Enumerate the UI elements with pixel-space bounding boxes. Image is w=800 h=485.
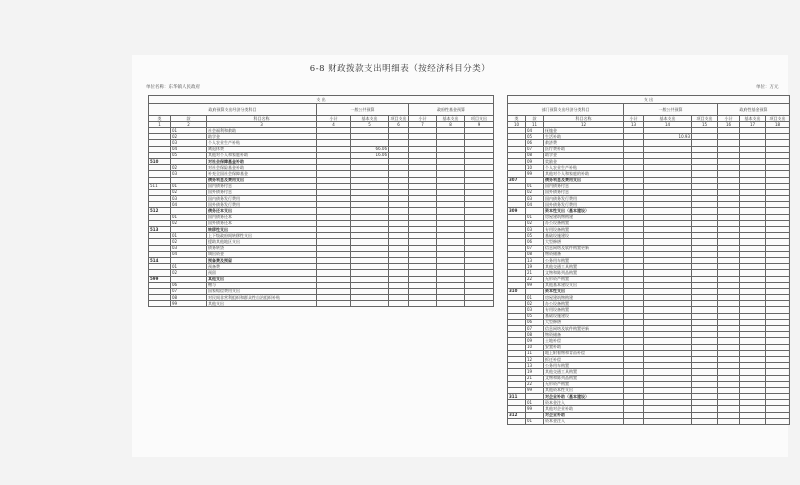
- row-kuan-code: 05: [526, 313, 544, 319]
- right-column-number: 17: [740, 122, 766, 128]
- row-subtotal: [317, 301, 351, 307]
- row-item-name: 国外债务付息: [207, 189, 317, 195]
- row-kuan-code: 09: [526, 158, 544, 164]
- row-kuan-code: 06: [526, 239, 544, 245]
- left-classify-header: 政府预算支出经济分类科目: [149, 104, 317, 116]
- row-kuan-code: 19: [526, 264, 544, 270]
- row-basic-expense: [644, 418, 692, 424]
- left-column-number: 9: [465, 122, 494, 128]
- left-group-header: 支 出: [149, 96, 494, 104]
- left-column-number: 5: [351, 122, 389, 128]
- right-basic-header: 基本支出: [644, 116, 692, 122]
- row-lei-code: 309: [508, 208, 526, 214]
- row-kuan-code: 01: [526, 183, 544, 189]
- row-item-name: 信息网络及软件购置更新: [544, 326, 624, 332]
- row-lei-code: [149, 301, 171, 307]
- row-kuan-code: 13: [526, 257, 544, 263]
- row-basic-expense: 66.06: [351, 146, 389, 152]
- row-item-name: 办公设备购置: [544, 220, 624, 226]
- row-item-name: 债务还本支出: [207, 208, 317, 214]
- row-basic-expense: 16.06: [351, 152, 389, 158]
- row-item-name: 个人农业生产补贴: [544, 165, 624, 171]
- row-item-name: 资本金注入: [544, 418, 624, 424]
- row-kuan-code: 03: [171, 171, 207, 177]
- row-kuan-code: 01: [171, 233, 207, 239]
- row-item-name: 物资储备: [544, 332, 624, 338]
- row-kuan-code: 99: [526, 387, 544, 393]
- row-kuan-code: 10: [526, 344, 544, 350]
- row-kuan-code: 02: [171, 134, 207, 140]
- unit-name-label: 单位名称：东华镇人民政府: [146, 85, 200, 90]
- row-item-name: 其他对个人和家庭的补助: [544, 171, 624, 177]
- left-column-number: 1: [149, 122, 171, 128]
- row-kuan-code: 03: [171, 140, 207, 146]
- row-kuan-code: 05: [526, 233, 544, 239]
- row-kuan-code: 08: [526, 152, 544, 158]
- row-kuan-code: 05: [171, 152, 207, 158]
- row-kuan-code: 13: [526, 363, 544, 369]
- row-kuan-code: 03: [171, 245, 207, 251]
- row-kuan-code: 99: [526, 406, 544, 412]
- row-kuan-code: 04: [171, 146, 207, 152]
- row-item-name: 抚恤金: [544, 128, 624, 134]
- row-item-name: 赠与: [207, 282, 317, 288]
- row-item-name: 大型修缮: [544, 319, 624, 325]
- left-general-budget-header: 一般公共预算: [317, 104, 409, 116]
- row-item-name: 其他资本性支出: [544, 387, 624, 393]
- row-lei-code: 311: [508, 394, 526, 400]
- row-item-name: 其他基本建设支出: [544, 282, 624, 288]
- row-item-name: 基础设施建设: [544, 233, 624, 239]
- row-item-name: 个人农业生产补贴: [207, 140, 317, 146]
- right-group-header: 支 出: [508, 96, 790, 104]
- right-lei-header: 类: [508, 116, 526, 122]
- row-kuan-code: 01: [171, 264, 207, 270]
- left-lei-header: 类: [149, 116, 171, 122]
- row-item-name: 其他支出: [207, 301, 317, 307]
- row-item-name: 国家赔偿费用支出: [207, 288, 317, 294]
- row-item-name: 资本性支出（基本建设）: [544, 208, 624, 214]
- row-item-name: 信息网络及软件购置更新: [544, 245, 624, 251]
- right-column-number: 10: [508, 122, 526, 128]
- amount-unit-label: 单位：万元: [756, 85, 779, 90]
- row-kuan-code: 08: [526, 251, 544, 257]
- row-kuan-code: 03: [526, 227, 544, 233]
- row-item-name: 文物和陈列品购置: [544, 375, 624, 381]
- row-item-name: 其他对企业补助: [544, 406, 624, 412]
- row-kuan-code: 02: [526, 189, 544, 195]
- row-item-name: 拆迁补偿: [544, 356, 624, 362]
- row-item-name: 其他交通工具购置: [544, 369, 624, 375]
- row-item-name: 土地补偿: [544, 338, 624, 344]
- row-item-name: 对民间非营利组织和群众性自治组织补贴: [207, 295, 317, 301]
- row-basic-expense: 10.93: [644, 134, 692, 140]
- row-kuan-code: 07: [526, 245, 544, 251]
- row-kuan-code: 07: [171, 288, 207, 294]
- row-lei-code: 312: [508, 412, 526, 418]
- row-item-name: 债务利息及费用支出: [544, 177, 624, 183]
- right-column-number: 14: [644, 122, 692, 128]
- left-column-number: 2: [171, 122, 207, 128]
- left-column-number: 6: [389, 122, 409, 128]
- row-lei-code: 307: [508, 177, 526, 183]
- right-fund-subtotal-header: 小计: [718, 116, 740, 122]
- empty-cell: [718, 418, 740, 424]
- left-kuan-header: 款: [171, 116, 207, 122]
- row-kuan-code: 10: [526, 165, 544, 171]
- row-kuan-code: 12: [526, 356, 544, 362]
- right-name-header: 科目名称: [544, 116, 624, 122]
- row-kuan-code: 01: [526, 214, 544, 220]
- row-kuan-code: 01: [526, 418, 544, 424]
- row-kuan-code: 09: [526, 338, 544, 344]
- row-item-name: 对企业补助: [544, 412, 624, 418]
- right-column-number: 16: [718, 122, 740, 128]
- row-kuan-code: 01: [171, 183, 207, 189]
- row-kuan-code: 04: [526, 202, 544, 208]
- row-kuan-code: 04: [171, 251, 207, 257]
- left-fund-subtotal-header: 小计: [409, 116, 437, 122]
- row-item-name: 文物和陈列品购置: [544, 270, 624, 276]
- row-kuan-code: 07: [526, 146, 544, 152]
- row-kuan-code: 08: [171, 295, 207, 301]
- right-kuan-header: 款: [526, 116, 544, 122]
- left-project-header: 项目支出: [390, 115, 407, 121]
- row-item-name: 国外债务发行费用: [544, 202, 624, 208]
- empty-cell: [409, 301, 437, 307]
- row-lei-code: 513: [149, 227, 171, 233]
- row-kuan-code: 02: [526, 220, 544, 226]
- row-item-name: 国内债务付息: [544, 183, 624, 189]
- empty-cell: [437, 301, 465, 307]
- right-expenditure-table: [507, 95, 790, 425]
- empty-cell: [465, 301, 494, 307]
- row-kuan-code: 01: [171, 128, 207, 134]
- empty-cell: [389, 301, 409, 307]
- right-classify-header: 部门预算支出经济分类科目: [508, 104, 624, 116]
- row-item-name: 债务转贷: [207, 245, 317, 251]
- row-item-name: 上下级政府间转移性支出: [207, 233, 317, 239]
- table-row: [149, 301, 494, 307]
- right-column-number: 15: [692, 122, 718, 128]
- row-kuan-code: 21: [526, 375, 544, 381]
- row-kuan-code: 99: [526, 171, 544, 177]
- row-kuan-code: 01: [526, 295, 544, 301]
- row-kuan-code: 21: [526, 270, 544, 276]
- row-item-name: 房屋建筑物购建: [544, 214, 624, 220]
- row-item-name: 国外债务付息: [544, 189, 624, 195]
- right-fund-budget-header: 政府性基金预算: [718, 104, 790, 116]
- row-item-name: 对社会保险基金补助: [207, 165, 317, 171]
- row-kuan-code: 04: [526, 128, 544, 134]
- table-row: [508, 418, 790, 424]
- row-item-name: 办公设备购置: [544, 301, 624, 307]
- row-lei-code: 511: [149, 183, 171, 189]
- right-fund-basic-header: 基本支出: [740, 116, 766, 122]
- row-item-name: 基础设施建设: [544, 313, 624, 319]
- row-item-name: 离退休费: [207, 146, 317, 152]
- left-fund-project-header: 项目支出: [465, 116, 494, 122]
- left-column-number: 4: [317, 122, 351, 128]
- left-basic-header: 基本支出: [351, 116, 389, 122]
- empty-cell: [624, 418, 644, 424]
- row-item-name: 国外债务还本: [207, 220, 317, 226]
- row-kuan-code: 06: [526, 319, 544, 325]
- left-column-number: 8: [437, 122, 465, 128]
- row-kuan-code: 11: [526, 350, 544, 356]
- row-kuan-code: 02: [171, 220, 207, 226]
- row-item-name: 物资储备: [544, 251, 624, 257]
- row-kuan-code: 01: [526, 400, 544, 406]
- row-item-name: 医疗费补助: [544, 146, 624, 152]
- row-lei-code: 514: [149, 257, 171, 263]
- row-item-name: 其他支出: [207, 276, 317, 282]
- row-item-name: 房屋建筑物购建: [544, 295, 624, 301]
- row-kuan-code: 99: [526, 282, 544, 288]
- row-item-name: 国外债务发行费用: [207, 202, 317, 208]
- row-kuan-code: 03: [526, 196, 544, 202]
- row-kuan-code: 07: [526, 326, 544, 332]
- right-column-number: 11: [526, 122, 544, 128]
- row-item-name: 债务利息及费用支出: [207, 177, 317, 183]
- row-item-name: 调出资金: [207, 251, 317, 257]
- row-kuan-code: 05: [526, 134, 544, 140]
- empty-cell: [740, 418, 766, 424]
- row-kuan-code: 02: [171, 189, 207, 195]
- row-item-name: 其他对个人和家庭补助: [207, 152, 317, 158]
- row-item-name: 国内债务还本: [207, 214, 317, 220]
- row-kuan-code: 02: [526, 301, 544, 307]
- right-fund-project-header: 项目支出: [766, 116, 790, 122]
- left-column-number: 7: [409, 122, 437, 128]
- row-item-name: 助学金: [544, 152, 624, 158]
- row-item-name: 预留: [207, 270, 317, 276]
- row-item-name: 无形资产购置: [544, 276, 624, 282]
- row-item-name: 转移性支出: [207, 227, 317, 233]
- row-kuan-code: 99: [171, 301, 207, 307]
- row-kuan-code: 08: [526, 332, 544, 338]
- row-kuan-code: 03: [171, 196, 207, 202]
- row-item-name: 专用设备购置: [544, 227, 624, 233]
- left-expenditure-table: [148, 95, 494, 307]
- row-item-name: 公务用车购置: [544, 363, 624, 369]
- row-item-name: 安置补助: [544, 344, 624, 350]
- row-item-name: 对企业补助（基本建设）: [544, 394, 624, 400]
- row-item-name: 预备费: [207, 264, 317, 270]
- row-item-name: 社会福利和救助: [207, 128, 317, 134]
- row-item-name: 其他交通工具购置: [544, 264, 624, 270]
- empty-cell: [692, 418, 718, 424]
- row-item-name: 助学金: [207, 134, 317, 140]
- left-name-header: 科目名称: [207, 116, 317, 122]
- left-fund-budget-header: 政府性基金预算: [409, 104, 494, 116]
- document-title: 6-8 财政拨款支出明细表（按经济科目分类）: [309, 64, 491, 74]
- row-item-name: 专用设备购置: [544, 307, 624, 313]
- row-item-name: 资本金注入: [544, 400, 624, 406]
- row-kuan-code: 06: [171, 282, 207, 288]
- right-subtotal-header: 小计: [624, 116, 644, 122]
- row-kuan-code: 22: [526, 381, 544, 387]
- row-kuan-code: 19: [526, 369, 544, 375]
- row-item-name: 无形资产购置: [544, 381, 624, 387]
- row-item-name: 预备费及预留: [207, 257, 317, 263]
- right-column-number: 18: [766, 122, 790, 128]
- row-item-name: 补充全国社会保障基金: [207, 171, 317, 177]
- right-column-number: 12: [544, 122, 624, 128]
- row-kuan-code: 06: [526, 140, 544, 146]
- row-item-name: 奖励金: [544, 158, 624, 164]
- row-item-name: 对社会保障基金补助: [207, 158, 317, 164]
- row-item-name: 国内债务发行费用: [207, 196, 317, 202]
- row-lei-code: 310: [508, 288, 526, 294]
- row-item-name: 生活补助: [544, 134, 624, 140]
- row-lei-code: [508, 418, 526, 424]
- right-general-budget-header: 一般公共预算: [624, 104, 718, 116]
- row-kuan-code: 04: [171, 202, 207, 208]
- row-item-name: 公务用车购置: [544, 257, 624, 263]
- row-lei-code: 510: [149, 158, 171, 164]
- row-item-name: 国内债务付息: [207, 183, 317, 189]
- left-column-number: 3: [207, 122, 317, 128]
- right-project-header: 项目支出: [692, 116, 718, 122]
- row-item-name: 大型修缮: [544, 239, 624, 245]
- row-kuan-code: 03: [526, 307, 544, 313]
- row-lei-code: 599: [149, 276, 171, 282]
- row-kuan-code: 02: [171, 270, 207, 276]
- right-column-number: 13: [624, 122, 644, 128]
- empty-cell: [766, 418, 790, 424]
- left-subtotal-header: 小计: [317, 116, 351, 122]
- row-item-name: 资本性支出: [544, 288, 624, 294]
- row-item-name: 救济费: [544, 140, 624, 146]
- row-item-name: 国内债务发行费用: [544, 196, 624, 202]
- row-kuan-code: 02: [171, 239, 207, 245]
- row-lei-code: 512: [149, 208, 171, 214]
- row-basic-expense: [351, 301, 389, 307]
- row-item-name: 援助其他地区支出: [207, 239, 317, 245]
- row-kuan-code: 01: [171, 214, 207, 220]
- left-fund-basic-header: 基本支出: [437, 116, 465, 122]
- row-kuan-code: 22: [526, 276, 544, 282]
- row-item-name: 地上附着物和青苗补偿: [544, 350, 624, 356]
- row-kuan-code: 02: [171, 165, 207, 171]
